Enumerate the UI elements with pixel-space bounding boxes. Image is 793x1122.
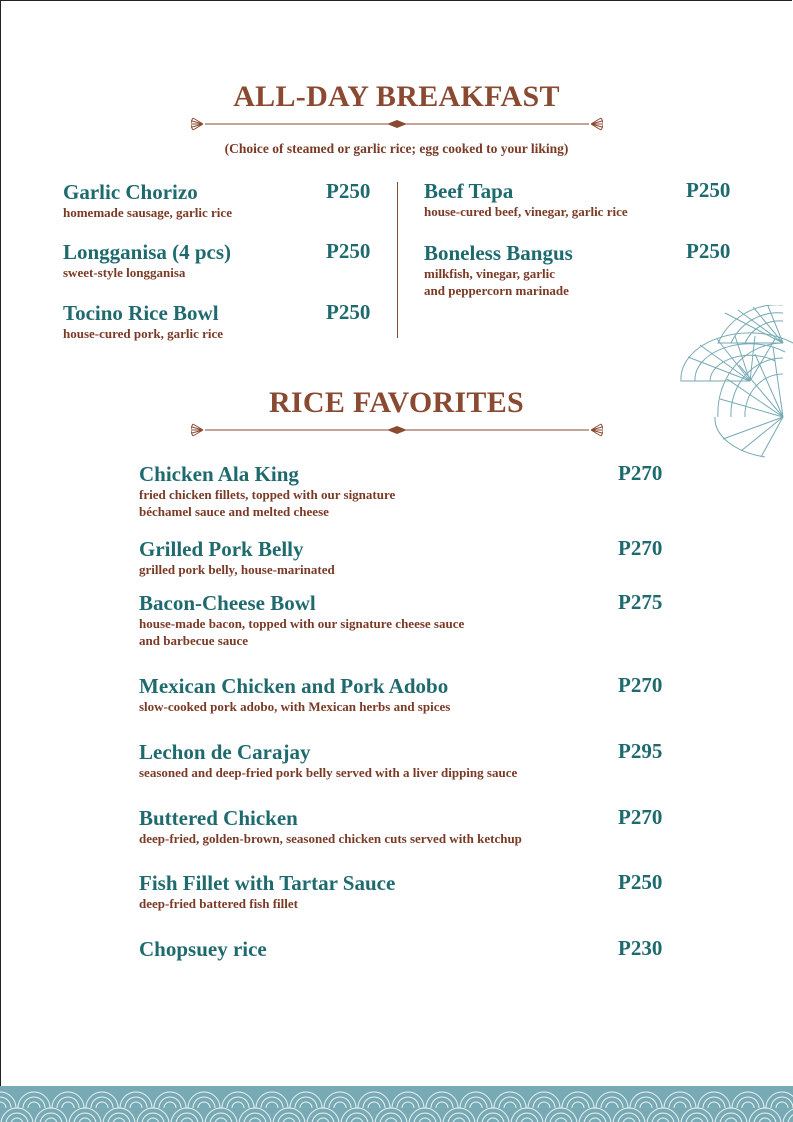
item-price: P250 — [326, 300, 371, 324]
item-price: P270 — [618, 805, 663, 829]
item-desc: fried chicken fillets, topped with our signature béchamel sauce and melted cheese — [139, 487, 396, 519]
item-name: Chopsuey rice — [139, 937, 267, 961]
menu-item-longganisa — [63, 240, 231, 281]
menu-item-lechon-de-carajay — [139, 740, 517, 781]
item-name: Buttered Chicken — [139, 806, 298, 830]
item-price: P230 — [618, 936, 663, 960]
menu-item-garlic-chorizo — [63, 180, 232, 221]
menu-item-mexican-adobo — [139, 674, 450, 715]
item-price: P270 — [618, 461, 663, 485]
item-price: P270 — [618, 673, 663, 697]
item-desc: house-made bacon, topped with our signature cheese sauce and barbecue sauce — [139, 616, 465, 648]
item-price: P275 — [618, 590, 663, 614]
item-name: Longganisa (4 pcs) — [63, 240, 232, 264]
item-desc: grilled pork belly, house-marinated — [139, 562, 335, 577]
item-name: Tocino Rice Bowl — [63, 301, 219, 325]
item-price: P250 — [686, 239, 731, 263]
item-price: P295 — [618, 739, 663, 763]
ornamental-divider-icon — [191, 422, 603, 438]
item-name: Grilled Pork Belly — [139, 537, 304, 561]
item-desc: deep-fried battered fish fillet — [139, 896, 298, 911]
breakfast-title: ALL-DAY BREAKFAST — [233, 80, 560, 113]
item-desc: seasoned and deep-fried pork belly served with a liver dipping sauce — [139, 765, 518, 780]
menu-item-fish-fillet — [139, 871, 395, 912]
breakfast-note: (Choice of steamed or garlic rice; egg cooked to your liking) — [224, 141, 569, 156]
item-name: Beef Tapa — [424, 179, 514, 203]
item-name: Garlic Chorizo — [63, 180, 198, 204]
item-desc: deep-fried, golden-brown, seasoned chicken cuts served with ketchup — [139, 831, 522, 846]
item-desc: house-cured pork, garlic rice — [63, 326, 224, 341]
item-price: P250 — [326, 179, 371, 203]
scallop-band-icon — [0, 1086, 793, 1122]
menu-item-buttered-chicken — [139, 806, 522, 847]
menu-item-beef-tapa — [424, 179, 628, 220]
item-price: P250 — [618, 870, 663, 894]
item-price: P270 — [618, 536, 663, 560]
item-desc: homemade sausage, garlic rice — [63, 205, 232, 220]
item-name: Boneless Bangus — [424, 241, 573, 265]
item-desc: sweet-style longganisa — [63, 265, 186, 280]
item-price: P250 — [686, 178, 731, 202]
menu-item-grilled-pork-belly — [139, 537, 335, 578]
column-divider — [397, 182, 398, 338]
menu-item-boneless-bangus — [424, 241, 573, 299]
fan-pattern-icon — [680, 305, 793, 460]
menu-item-bacon-cheese-bowl — [139, 591, 464, 649]
menu-item-chicken-ala-king — [139, 462, 395, 520]
item-name: Lechon de Carajay — [139, 740, 311, 764]
item-desc: milkfish, vinegar, garlic and peppercorn marinade — [424, 266, 569, 298]
item-name: Chicken Ala King — [139, 462, 299, 486]
menu-item-tocino-rice-bowl — [63, 301, 223, 342]
item-price: P250 — [326, 239, 371, 263]
item-desc: slow-cooked pork adobo, with Mexican herbs and spices — [139, 699, 451, 714]
item-name: Bacon-Cheese Bowl — [139, 591, 316, 615]
menu-item-chopsuey-rice — [139, 937, 267, 961]
item-name: Fish Fillet with Tartar Sauce — [139, 871, 396, 895]
item-desc: house-cured beef, vinegar, garlic rice — [424, 204, 628, 219]
item-name: Mexican Chicken and Pork Adobo — [139, 674, 449, 698]
ornamental-divider-icon — [191, 116, 603, 132]
rice-title: RICE FAVORITES — [268, 386, 525, 419]
